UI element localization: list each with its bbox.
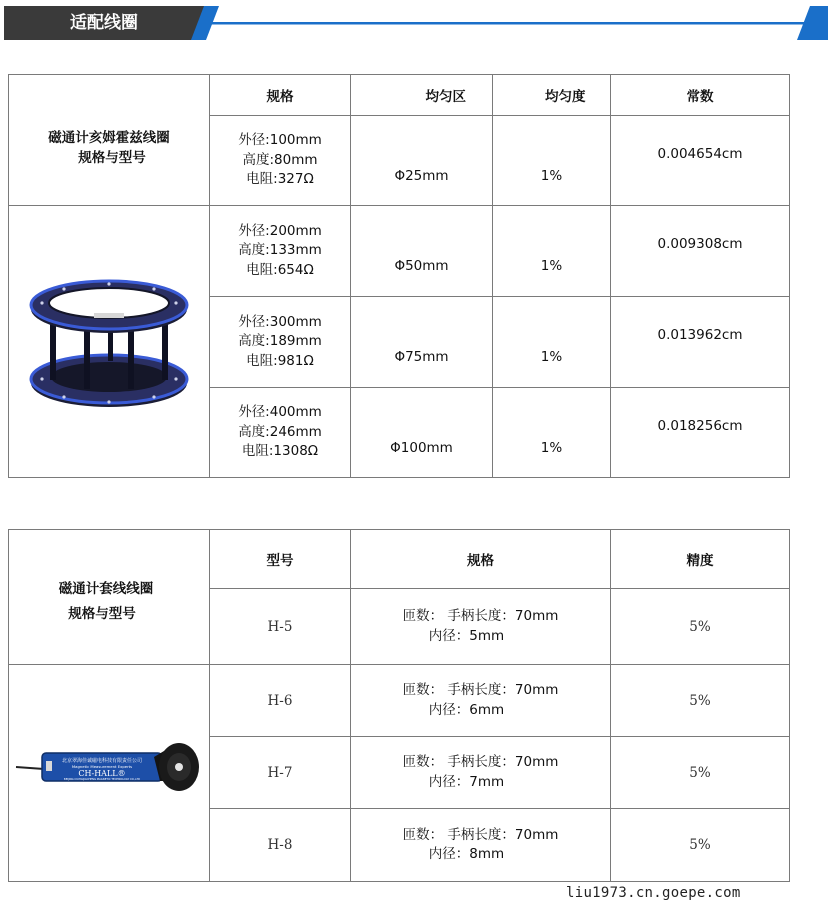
helmholtz-coil-table	[8, 74, 790, 478]
precision-cell: 5%	[611, 665, 790, 737]
outer-diameter: 外径:300mm	[238, 313, 322, 330]
sleeve-coil-image-cell	[9, 665, 210, 882]
sleeve-coil-table	[8, 529, 790, 882]
sleeve-label-line2: 规格与型号	[68, 606, 136, 622]
outer-diameter: 外径:400mm	[238, 404, 322, 421]
height: 高度:133mm	[238, 242, 322, 259]
helmholtz-label-line1: 磁通计亥姆霍兹线圈	[48, 130, 170, 146]
helmholtz-coil-image	[24, 255, 194, 425]
table-row	[9, 665, 790, 737]
uniform-zone: Φ25mm	[394, 167, 449, 184]
spec-line2: 内径：7mm	[428, 773, 505, 790]
uniformity-cell	[493, 206, 611, 297]
constant-cell	[611, 388, 790, 478]
spec-cell	[210, 116, 351, 206]
section-title	[4, 6, 212, 40]
uniformity-cell	[493, 388, 611, 478]
model-cell: H-7	[210, 737, 351, 809]
resistance: 电阻:654Ω	[246, 261, 314, 278]
spec-cell	[351, 809, 611, 882]
spec-cell	[351, 737, 611, 809]
uniformity: 1%	[540, 439, 563, 456]
header-uniformity: 均匀度	[493, 75, 611, 116]
spec-line2: 内径：5mm	[428, 627, 505, 644]
table-header-row	[9, 75, 790, 116]
constant: 0.018256cm	[657, 417, 743, 434]
spec-cell	[210, 297, 351, 388]
outer-diameter: 外径:100mm	[238, 132, 322, 149]
header-uniform-zone: 均匀区	[351, 75, 493, 116]
uniform-zone: Φ50mm	[394, 258, 449, 274]
header-constant: 常数	[611, 75, 790, 116]
uniform-zone-cell	[351, 297, 493, 388]
spec-cell	[210, 206, 351, 297]
table-header-row	[9, 530, 790, 589]
helmholtz-coil-image-cell	[9, 206, 210, 478]
helmholtz-label-cell	[9, 75, 210, 206]
header-model: 型号	[210, 530, 351, 589]
model-cell: H-5	[210, 589, 351, 665]
precision-cell: 5%	[611, 809, 790, 882]
spec-cell	[210, 388, 351, 478]
model-cell: H-6	[210, 665, 351, 737]
section-header	[0, 0, 833, 44]
constant-cell	[611, 297, 790, 388]
height: 高度:80mm	[242, 151, 318, 168]
uniformity: 1%	[540, 349, 563, 365]
watermark: liu1973.cn.goepe.com	[566, 885, 741, 901]
spec-line2: 内径：6mm	[428, 701, 505, 718]
uniform-zone-cell	[351, 116, 493, 206]
outer-diameter: 外径:200mm	[238, 222, 322, 239]
constant: 0.004654cm	[657, 145, 743, 162]
header-precision: 精度	[611, 530, 790, 589]
uniformity-cell	[493, 116, 611, 206]
precision-cell: 5%	[611, 737, 790, 809]
height: 高度:189mm	[238, 333, 322, 350]
precision-cell: 5%	[611, 589, 790, 665]
header-spec: 规格	[351, 530, 611, 589]
uniformity: 1%	[540, 258, 563, 274]
uniform-zone-cell	[351, 206, 493, 297]
spec-cell	[351, 665, 611, 737]
header-spec: 规格	[210, 75, 351, 116]
constant: 0.013962cm	[657, 327, 743, 343]
uniform-zone: Φ75mm	[394, 349, 449, 365]
sleeve-label-line1: 磁通计套线线圈	[58, 581, 154, 597]
resistance: 电阻:327Ω	[246, 171, 314, 188]
section-title-text: 适配线圈	[70, 13, 138, 33]
uniformity-cell	[493, 297, 611, 388]
spec-line1: 匝数： 手柄长度：70mm	[402, 826, 559, 843]
table-row	[9, 206, 790, 297]
sleeve-coil-probe-image	[14, 731, 204, 811]
uniform-zone-cell	[351, 388, 493, 478]
height: 高度:246mm	[238, 423, 322, 440]
probe-label-tagline: Magnetic Measurement Experts	[71, 764, 133, 769]
spec-line1: 匝数： 手柄长度：70mm	[402, 754, 559, 770]
model-cell: H-8	[210, 809, 351, 882]
spec-line1: 匝数： 手柄长度：70mm	[402, 608, 559, 624]
helmholtz-label-line2: 规格与型号	[78, 150, 146, 166]
constant-cell	[611, 206, 790, 297]
probe-label-brand: CH-HALL®	[78, 769, 126, 778]
resistance: 电阻:1308Ω	[241, 443, 319, 460]
sleeve-label-cell	[9, 530, 210, 665]
resistance: 电阻:981Ω	[246, 352, 314, 369]
uniform-zone: Φ100mm	[390, 439, 453, 456]
constant-cell	[611, 116, 790, 206]
uniformity: 1%	[540, 167, 563, 184]
probe-label-english: BEIJING CUIHAIJIACHENG MAGNETIC TECHNOLOGY CO.,LTD	[63, 778, 141, 781]
spec-line1: 匝数： 手柄长度：70mm	[402, 682, 559, 698]
spec-cell	[351, 589, 611, 665]
probe-label-company: 北京翠海佳诚磁电科技有限责任公司	[61, 758, 143, 764]
constant: 0.009308cm	[657, 236, 743, 252]
spec-line2: 内径：8mm	[428, 846, 505, 862]
